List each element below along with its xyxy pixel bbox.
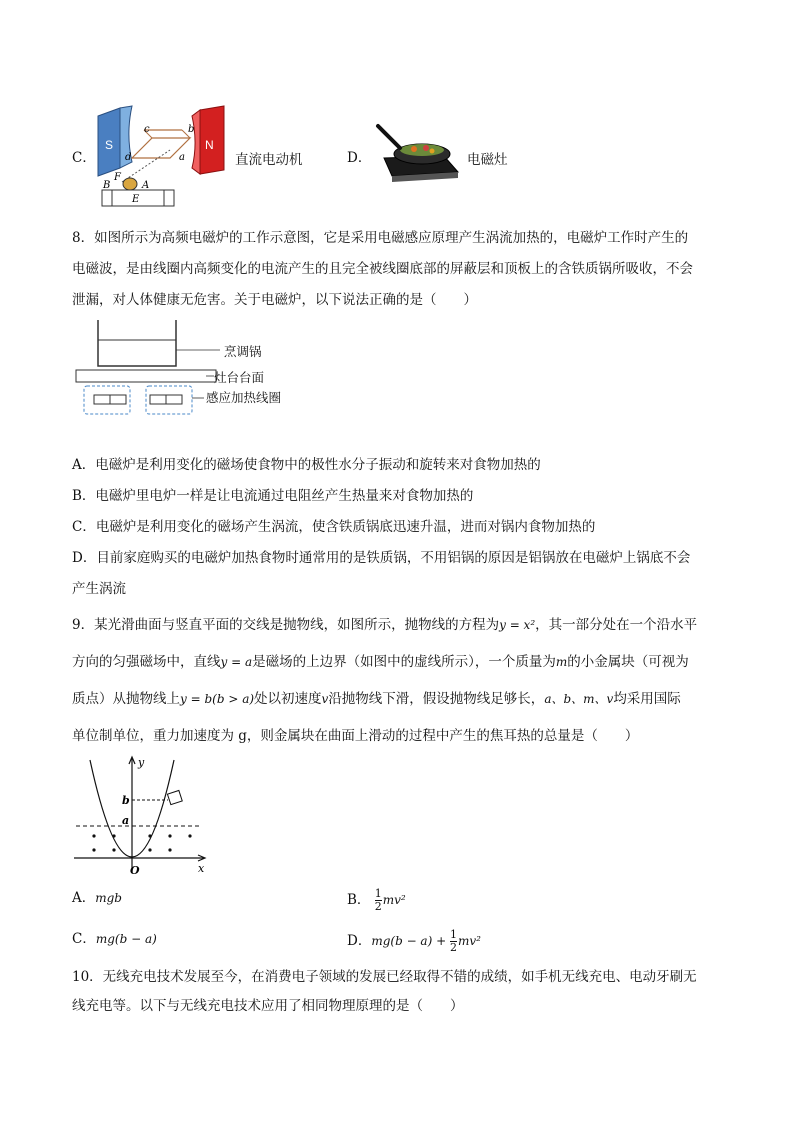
x-axis-label: x [198, 862, 205, 875]
parabola-figure [70, 754, 210, 878]
q8-option-d-line-2: 产生涡流 [72, 581, 126, 597]
q8-option-b: B．电磁炉里电炉一样是让电流通过电阻丝产生热量来对食物加热的 [72, 488, 474, 504]
dc-motor-figure [92, 104, 232, 210]
heating-coil-label: 感应加热线圈 [206, 390, 282, 405]
q8-stem-line-2: 电磁波，是由线圈内高频变化的电流产生的且完全被线圈底部的屏蔽层和顶板上的含铁质锅所吸收，不会 [72, 261, 693, 277]
induction-cooker-figure [374, 118, 464, 184]
a-level-label: a [122, 814, 130, 827]
label-E: E [132, 194, 140, 205]
label-b: b [188, 124, 195, 135]
q9-stem-line-4: 单位制单位，重力加速度为 g，则金属块在曲面上滑动的过程中产生的焦耳热的总量是（ ） [72, 728, 639, 744]
q7-option-d-letter: D． [347, 150, 372, 166]
stove-surface-label: 灶台台面 [214, 370, 265, 385]
q8-option-d-line-1: D．目前家庭购买的电磁炉加热食物时通常用的是铁质锅，不用铝锅的原因是铝锅放在电磁炉上锅底不会 [72, 550, 691, 566]
origin-label: O [130, 864, 140, 877]
q9-stem-line-3: 质点）从抛物线上y = b(b > a)处以初速度v沿抛物线下滑，假设抛物线足够长，a、b、m、v均采用国际 [72, 691, 681, 707]
q8-stem-line-3: 泄漏，对人体健康无危害。关于电磁炉，以下说法正确的是（ ） [72, 292, 477, 308]
pot-label: 烹调锅 [224, 344, 262, 359]
q7-option-c-letter: C． [72, 150, 96, 166]
q9-stem-line-2: 方向的匀强磁场中，直线y = a是磁场的上边界（如图中的虚线所示），一个质量为m的小金属块（可视为 [72, 654, 689, 670]
q7-option-d-caption: 电磁灶 [467, 152, 508, 168]
label-A: A [142, 180, 150, 191]
label-a2: a [179, 152, 185, 163]
q9-stem-line-1: 9．某光滑曲面与竖直平面的交线是抛物线，如图所示，抛物线的方程为y = x²，其一部分处在一个沿水平 [72, 617, 698, 633]
q7-option-c-caption: 直流电动机 [235, 152, 303, 168]
y-axis-label: y [138, 756, 145, 769]
q9-option-c: C．mg(b − a) [72, 931, 157, 947]
label-c: c [144, 124, 150, 135]
label-d: d [125, 152, 132, 163]
q9-option-b: B． $\frac{1}{2}$ mv² [347, 887, 406, 913]
q9-option-d: D．mg(b − a) + $\frac{1}{2}$ mv² [347, 928, 481, 954]
magnet-n-label: N [205, 138, 214, 152]
q10-stem-line-1: 10．无线充电技术发展至今，在消费电子领域的发展已经取得不错的成绩，如手机无线充电、电动牙刷无 [72, 969, 697, 985]
magnet-s-label: S [105, 138, 114, 152]
q8-stem-line-1: 8．如图所示为高频电磁炉的工作示意图，它是采用电磁感应原理产生涡流加热的，电磁炉工作时产生的 [72, 230, 689, 246]
q10-stem-line-2: 线充电等。以下与无线充电技术应用了相同物理原理的是（ ） [72, 998, 464, 1014]
b-level-label: b [122, 794, 130, 807]
q8-option-a: A．电磁炉是利用变化的磁场使食物中的极性水分子振动和旋转来对食物加热的 [72, 457, 541, 473]
q9-option-a: A．mgb [72, 890, 122, 906]
q8-option-c: C．电磁炉是利用变化的磁场产生涡流，使含铁质锅底迅速升温，进而对锅内食物加热的 [72, 519, 596, 535]
label-B: B [103, 180, 111, 191]
label-F: F [114, 172, 121, 183]
